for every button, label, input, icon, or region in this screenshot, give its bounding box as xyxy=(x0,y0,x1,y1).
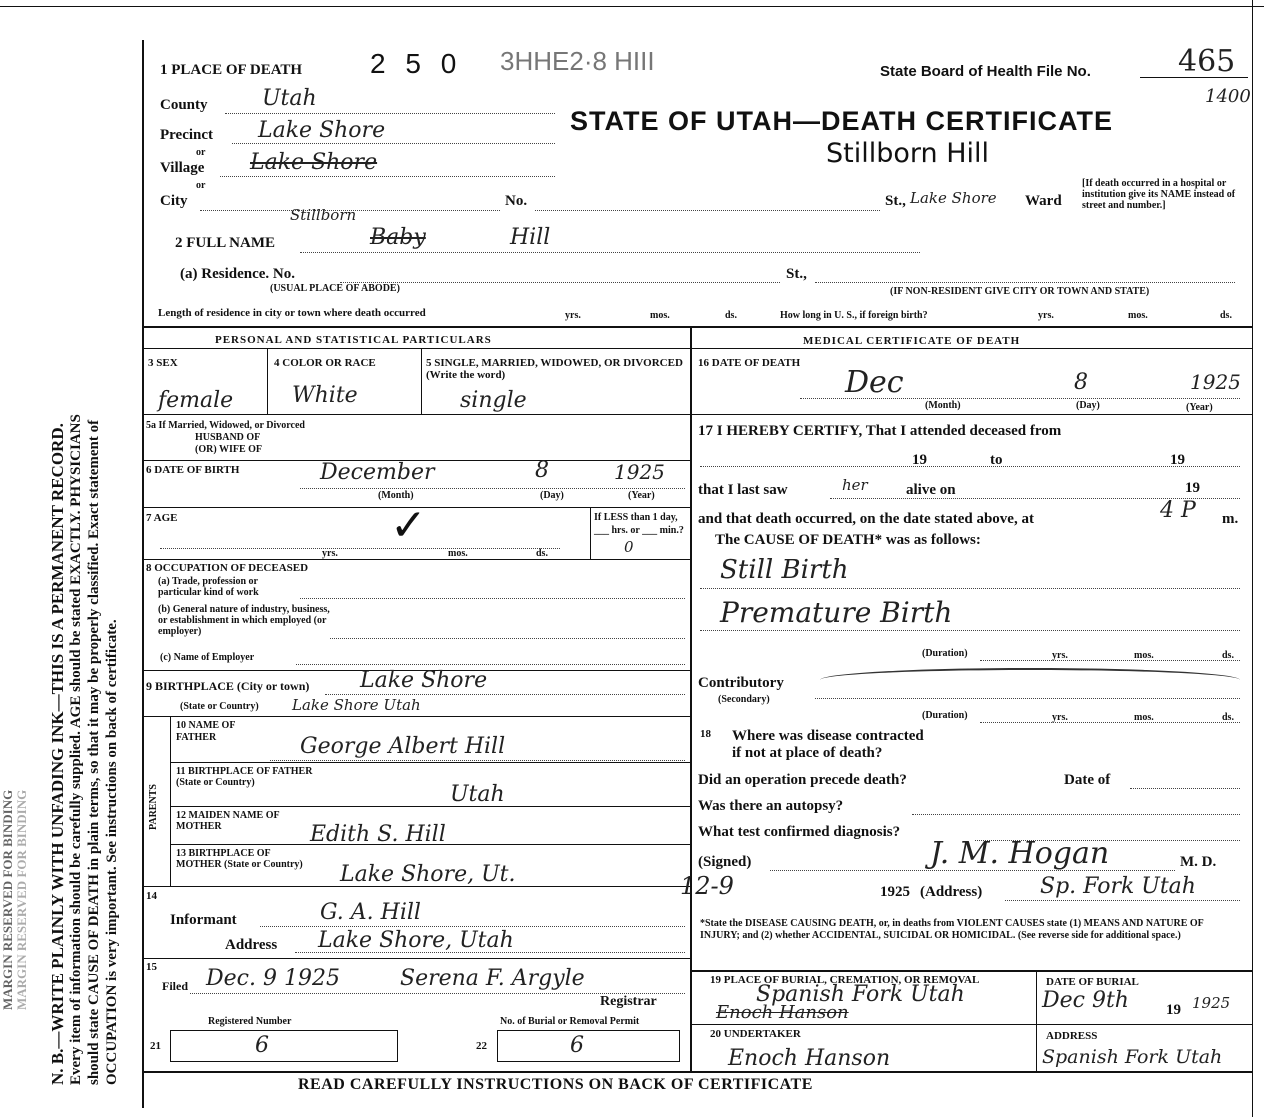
duration-2-yrs: yrs. xyxy=(1052,712,1068,723)
sign-date: 12-9 xyxy=(680,872,734,900)
registrar-value: Serena F. Argyle xyxy=(400,966,585,991)
to-label: to xyxy=(990,452,1003,468)
undertaker-address-value: Spanish Fork Utah xyxy=(1042,1046,1223,1068)
age-check-mark: ✓ xyxy=(390,500,427,551)
sign-address-value: Sp. Fork Utah xyxy=(1040,874,1196,899)
death-time: 4 P xyxy=(1160,498,1196,523)
alive-19: 19 xyxy=(1185,480,1200,496)
informant-num: 14 xyxy=(146,890,157,902)
file-number: 465 xyxy=(1178,44,1236,79)
residence-label: (a) Residence. No. xyxy=(180,266,295,282)
full-name-label: 2 FULL NAME xyxy=(175,235,276,251)
burial-place-value: Spanish Fork Utah xyxy=(756,982,965,1007)
duration-1-mos: mos. xyxy=(1134,650,1154,661)
dob-month-cap: (Month) xyxy=(378,490,414,501)
top-edge xyxy=(0,6,1264,7)
duration-2: (Duration) xyxy=(922,710,968,721)
length-mos: mos. xyxy=(650,310,670,321)
side-instruction-4: OCCUPATION is very important. See instructions on back of certificate. xyxy=(104,619,120,1085)
duration-2-mos: mos. xyxy=(1134,712,1154,723)
mother-label: 12 MAIDEN NAME OF MOTHER xyxy=(176,810,280,832)
occupation-a: (a) Trade, profession or particular kind of work xyxy=(158,576,259,598)
side-instruction-2: Every item of information should be carefully supplied. AGE should be stated EXACTLY. PHYSICIANS xyxy=(68,414,84,1085)
mother-birthplace-value: Lake Shore, Ut. xyxy=(340,862,516,887)
st-label: St., xyxy=(885,193,906,209)
spouse-label-b: HUSBAND OF xyxy=(195,432,261,443)
stamp-number: 2 5 0 xyxy=(370,48,463,79)
medical-header: MEDICAL CERTIFICATE OF DEATH xyxy=(803,335,1021,347)
last-saw-value: her xyxy=(842,476,868,494)
file-number-label: State Board of Health File No. xyxy=(880,63,1091,80)
no-label: No. xyxy=(505,193,528,209)
informant-label: Informant xyxy=(170,912,237,928)
registered-number-box xyxy=(170,1030,398,1062)
dod-day: 8 xyxy=(1074,370,1088,395)
occupation-c: (c) Name of Employer xyxy=(160,652,255,663)
marital-value: single xyxy=(460,388,527,413)
operation-label: Did an operation precede death? xyxy=(698,772,907,788)
left-border xyxy=(142,40,144,1108)
dod-month: Dec xyxy=(845,365,904,400)
where-label-2: if not at place of death? xyxy=(732,745,883,761)
informant-address-label: Address xyxy=(225,937,278,953)
dod-year: 1925 xyxy=(1190,370,1241,394)
burial-19: 19 xyxy=(1166,1002,1181,1018)
precinct-value: Lake Shore xyxy=(258,118,386,143)
age-yrs: yrs. xyxy=(322,548,338,559)
side-margin-1: MARGIN RESERVED FOR BINDING xyxy=(0,789,15,1010)
death-occurred-label: and that death occurred, on the date stated above, at xyxy=(698,511,1034,527)
side-instruction-3: should state CAUSE OF DEATH in plain terms, so that it may be properly classified. Exact statement of xyxy=(86,419,102,1085)
spouse-label-a: 5a If Married, Widowed, or Divorced xyxy=(146,420,305,431)
precinct-label: Precinct xyxy=(160,127,214,143)
father-value: George Albert Hill xyxy=(300,734,506,759)
burial-permit-label: No. of Burial or Removal Permit xyxy=(500,1016,640,1027)
burial-permit-value: 6 xyxy=(570,1033,584,1058)
side-instruction-1: N. B.—WRITE PLAINLY WITH UNFADING INK—THIS IS A PERMANENT RECORD. xyxy=(48,423,67,1085)
column-divider xyxy=(690,326,692,1071)
stillborn-note: Stillborn Hill xyxy=(826,138,990,169)
less-min-value: 0 xyxy=(624,538,634,556)
stamp-scrawl: 3HHE2·8 HIII xyxy=(500,46,655,76)
father-label: 10 NAME OF FATHER xyxy=(176,720,236,743)
dob-year: 1925 xyxy=(614,460,665,484)
certify-label: 17 I HEREBY CERTIFY, That I attended deceased from xyxy=(698,423,1062,439)
section-divider xyxy=(142,326,1252,328)
usual-place-label: (USUAL PLACE OF ABODE) xyxy=(270,283,400,294)
mother-birthplace-label: 13 BIRTHPLACE OF MOTHER (State or Country) xyxy=(176,848,303,870)
duration-2-ds: ds. xyxy=(1222,712,1234,723)
age-label: 7 AGE xyxy=(146,512,178,524)
state-country-value: Lake Shore Utah xyxy=(292,696,421,714)
registered-number-value: 6 xyxy=(255,1033,269,1058)
occupation-label: 8 OCCUPATION OF DECEASED xyxy=(146,562,309,574)
mother-value: Edith S. Hill xyxy=(310,822,446,847)
dod-day-cap: (Day) xyxy=(1076,400,1100,411)
parents-label: PARENTS xyxy=(148,784,159,830)
informant-value: G. A. Hill xyxy=(320,900,421,925)
burial-place-label: 19 PLACE OF BURIAL, CREMATION, OR REMOVAL xyxy=(710,974,980,986)
length-residence-label: Length of residence in city or town where death occurred xyxy=(158,307,426,319)
name-value: Hill xyxy=(510,225,551,250)
county-label: County xyxy=(160,97,208,113)
how-long-label: How long in U. S., if foreign birth? xyxy=(780,310,928,321)
less-than-label: If LESS than 1 day, ___ hrs. or ___ min.? xyxy=(594,512,684,536)
duration-1: (Duration) xyxy=(922,648,968,659)
stillborn-above: Stillborn xyxy=(290,206,357,224)
ward-label: Ward xyxy=(1025,193,1062,209)
name-struck: Baby xyxy=(370,225,426,250)
sex-value: female xyxy=(158,388,234,413)
last-saw-label: that I last saw xyxy=(698,482,788,498)
filed-value: Dec. 9 1925 xyxy=(206,966,340,991)
where-num: 18 xyxy=(700,728,711,740)
contributory-scribble xyxy=(820,668,1240,698)
father-birthplace-label: 11 BIRTHPLACE OF FATHER (State or Country) xyxy=(176,766,313,788)
color-value: White xyxy=(292,383,358,408)
sign-year: 1925 xyxy=(880,884,910,900)
box21-label: 21 xyxy=(150,1040,161,1052)
undertaker-address-label: ADDRESS xyxy=(1046,1030,1098,1042)
duration-1-yrs: yrs. xyxy=(1052,650,1068,661)
box22-label: 22 xyxy=(476,1040,487,1052)
filed-num: 15 xyxy=(146,961,157,973)
age-ds: ds. xyxy=(536,548,548,559)
spouse-label-c: (OR) WIFE OF xyxy=(195,444,263,455)
length-yrs: yrs. xyxy=(565,310,581,321)
color-label: 4 COLOR OR RACE xyxy=(274,357,376,369)
informant-address-value: Lake Shore, Utah xyxy=(318,928,514,953)
undertaker-value: Enoch Hanson xyxy=(728,1046,891,1071)
m-label: m. xyxy=(1222,511,1239,527)
burial-date-label: DATE OF BURIAL xyxy=(1046,976,1139,988)
autopsy-label: Was there an autopsy? xyxy=(698,798,844,814)
nonresident-note: (IF NON-RESIDENT GIVE CITY OR TOWN AND STATE) xyxy=(890,286,1150,297)
dob-day: 8 xyxy=(535,458,549,483)
undertaker-label: 20 UNDERTAKER xyxy=(710,1028,801,1040)
right-edge xyxy=(1252,0,1253,1117)
cause-line-1: Still Birth xyxy=(720,555,849,585)
us-mos: mos. xyxy=(1128,310,1148,321)
hospital-note: [If death occurred in a hospital or institution give its NAME instead of street and number.] xyxy=(1082,178,1236,211)
dob-label: 6 DATE OF BIRTH xyxy=(146,464,240,476)
signed-label: (Signed) xyxy=(698,854,752,870)
birthplace-value: Lake Shore xyxy=(360,668,488,693)
residence-st-label: St., xyxy=(786,266,807,282)
to-19: 19 xyxy=(1170,452,1185,468)
date-of-death-label: 16 DATE OF DEATH xyxy=(698,357,801,369)
dod-year-cap: (Year) xyxy=(1186,402,1213,413)
where-label-1: Where was disease contracted xyxy=(732,728,924,744)
or-1: or xyxy=(196,147,206,158)
footer-instructions: READ CAREFULLY INSTRUCTIONS ON BACK OF CERTIFICATE xyxy=(298,1076,813,1093)
dod-month-cap: (Month) xyxy=(925,400,961,411)
file-subnumber: 1400 xyxy=(1205,86,1251,107)
duration-1-ds: ds. xyxy=(1222,650,1234,661)
burial-struck: Enoch Hanson xyxy=(716,1002,849,1023)
burial-date-value: Dec 9th xyxy=(1042,988,1129,1013)
sex-label: 3 SEX xyxy=(148,357,178,369)
dob-year-cap: (Year) xyxy=(628,490,655,501)
father-birthplace-value: Utah xyxy=(450,782,505,807)
st-value: Lake Shore xyxy=(910,189,997,207)
us-ds: ds. xyxy=(1220,310,1232,321)
test-label: What test confirmed diagnosis? xyxy=(698,824,901,840)
md-label: M. D. xyxy=(1180,854,1217,870)
dob-month: December xyxy=(320,460,435,485)
or-2: or xyxy=(196,180,206,191)
occupation-b: (b) General nature of industry, business, or establishment in which employed (or employer) xyxy=(158,604,330,637)
burial-permit-box xyxy=(497,1030,680,1062)
state-country-label: (State or Country) xyxy=(180,701,259,712)
marital-label: 5 SINGLE, MARRIED, WIDOWED, OR DIVORCED (Write the word) xyxy=(426,357,683,381)
birthplace-label: 9 BIRTHPLACE (City or town) xyxy=(146,679,310,693)
registered-number-label: Registered Number xyxy=(208,1016,292,1027)
cause-footnote: *State the DISEASE CAUSING DEATH, or, in deaths from VIOLENT CAUSES state (1) MEANS AND NATURE OF INJURY; and (2) whether ACCIDENTAL, SUICIDAL OR HOMICIDAL. (See reverse side for additional space.) xyxy=(700,918,1204,941)
age-mos: mos. xyxy=(448,548,468,559)
from-19: 19 xyxy=(912,452,927,468)
side-margin-2: MARGIN RESERVED FOR BINDING xyxy=(14,789,29,1010)
certificate-title: STATE OF UTAH—DEATH CERTIFICATE xyxy=(570,106,1113,136)
sign-address-label: (Address) xyxy=(920,884,983,900)
place-of-death-label: 1 PLACE OF DEATH xyxy=(160,62,303,78)
filed-label: Filed xyxy=(162,979,188,993)
signed-value: J. M. Hogan xyxy=(930,836,1110,871)
us-yrs: yrs. xyxy=(1038,310,1054,321)
dob-day-cap: (Day) xyxy=(540,490,564,501)
registrar-label: Registrar xyxy=(600,994,657,1009)
date-of-label: Date of xyxy=(1064,772,1111,788)
village-label: Village xyxy=(160,160,205,176)
burial-year: 1925 xyxy=(1192,994,1231,1012)
cause-label: The CAUSE OF DEATH* was as follows: xyxy=(715,532,981,548)
cause-line-2: Premature Birth xyxy=(720,596,953,629)
county-value: Utah xyxy=(262,86,317,111)
length-ds: ds. xyxy=(725,310,737,321)
village-value: Lake Shore xyxy=(250,150,378,175)
alive-label: alive on xyxy=(906,482,956,498)
city-label: City xyxy=(160,193,188,209)
secondary-label: (Secondary) xyxy=(718,694,770,705)
personal-header: PERSONAL AND STATISTICAL PARTICULARS xyxy=(215,334,492,346)
contributory-label: Contributory xyxy=(698,675,784,691)
